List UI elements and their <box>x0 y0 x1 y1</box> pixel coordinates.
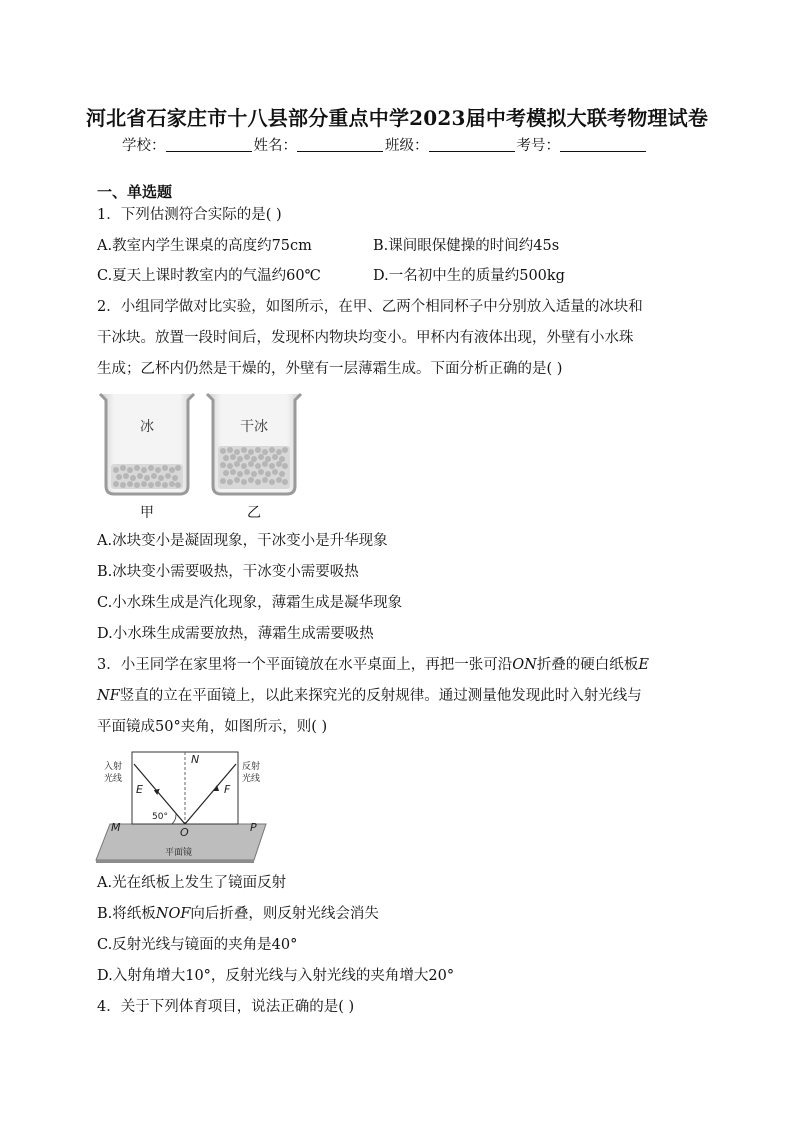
q3-line2-text: 竖直的立在平面镜上，以此来探究光的反射规律。通过测量他发现此时入射光线与 <box>119 688 642 704</box>
name-blank <box>297 137 383 152</box>
class-label: 班级： <box>385 138 429 154</box>
student-info-line <box>122 136 648 156</box>
label-O: O <box>180 826 189 839</box>
cup1-content-label: 冰 <box>140 419 154 435</box>
label-incident-2: 光线 <box>104 774 123 784</box>
exam-no-blank <box>560 137 646 152</box>
label-incident-1: 入射 <box>104 762 123 772</box>
class-blank <box>429 137 515 152</box>
q3-nof-symbol: NOF <box>155 906 191 922</box>
q3-stem-line1 <box>97 655 649 675</box>
label-angle: 50° <box>152 812 168 822</box>
q2-option-c: C.小水珠生成是汽化现象，薄霜生成是凝华现象 <box>97 595 403 611</box>
q1-option-a: A.教室内学生课桌的高度约75cm <box>97 238 312 254</box>
beaker-yi <box>207 394 301 521</box>
q2-stem-line3: 生成；乙杯内仍然是干燥的，外壁有一层薄霜生成。下面分析正确的是( ) <box>97 361 563 377</box>
cup1-label: 甲 <box>140 505 154 521</box>
q3-line1-mid: 折叠的硬白纸板 <box>536 657 639 673</box>
label-reflected-1: 反射 <box>242 762 261 772</box>
label-M: M <box>111 821 121 834</box>
mirror-edge <box>96 860 254 863</box>
q2-option-d: D.小水珠生成需要放热，薄霜生成需要吸热 <box>97 626 374 642</box>
q3-b-pre: B.将纸板 <box>97 906 156 922</box>
label-E: E <box>136 783 143 796</box>
exam-title: 河北省石家庄市十八县部分重点中学2023届中考模拟大联考物理试卷 <box>85 106 709 130</box>
q3-option-b <box>97 904 379 924</box>
school-blank <box>166 137 252 152</box>
name-label: 姓名： <box>253 138 297 154</box>
reflection-figure <box>94 748 272 864</box>
beakers-figure <box>94 390 314 522</box>
q1-option-b: B.课间眼保健操的时间约45s <box>373 238 560 254</box>
q3-option-a: A.光在纸板上发生了镜面反射 <box>97 875 287 891</box>
label-mirror: 平面镜 <box>165 848 193 858</box>
q3-option-c: C.反射光线与镜面的夹角是40° <box>97 937 298 953</box>
q2-stem-line2: 干冰块。放置一段时间后，发现杯内物块均变小。甲杯内有液体出现，外壁有小水珠 <box>97 330 634 346</box>
q3-stem-line2 <box>97 686 642 706</box>
label-N: N <box>191 753 200 766</box>
q3-e-symbol: E <box>638 657 649 673</box>
cup2-label: 乙 <box>247 505 261 521</box>
q1-option-c: C.夏天上课时教室内的气温约60℃ <box>97 268 321 284</box>
exam-no-label: 考号： <box>516 138 560 154</box>
beaker-jia <box>100 394 194 521</box>
section-heading: 一、单选题 <box>97 183 173 201</box>
q3-nf-symbol: NF <box>97 688 120 704</box>
q3-line1-text: 3．小王同学在家里将一个平面镜放在水平桌面上，再把一张可沿 <box>97 657 513 673</box>
q3-stem-line3: 平面镜成50°夹角，如图所示，则( ) <box>97 719 328 735</box>
q2-option-b: B.冰块变小需要吸热，干冰变小需要吸热 <box>97 564 359 580</box>
cup2-content-label: 干冰 <box>240 419 268 435</box>
label-reflected-2: 光线 <box>242 774 261 784</box>
q4-stem: 4．关于下列体育项目，说法正确的是( ) <box>97 999 355 1015</box>
label-F: F <box>224 783 231 796</box>
q3-option-d: D.入射角增大10°，反射光线与入射光线的夹角增大20° <box>97 968 455 984</box>
q3-b-post: 向后折叠，则反射光线会消失 <box>190 906 379 922</box>
school-label: 学校： <box>122 138 166 154</box>
q1-stem: 1．下列估测符合实际的是( ) <box>97 207 282 223</box>
q2-stem-line1: 2．小组同学做对比实验，如图所示，在甲、乙两个相同杯子中分别放入适量的冰块和 <box>97 299 643 315</box>
q2-option-a: A.冰块变小是凝固现象，干冰变小是升华现象 <box>97 533 388 549</box>
q1-option-d: D.一名初中生的质量约500kg <box>373 268 565 284</box>
label-P: P <box>250 821 257 834</box>
q3-on-symbol: ON <box>512 657 537 673</box>
